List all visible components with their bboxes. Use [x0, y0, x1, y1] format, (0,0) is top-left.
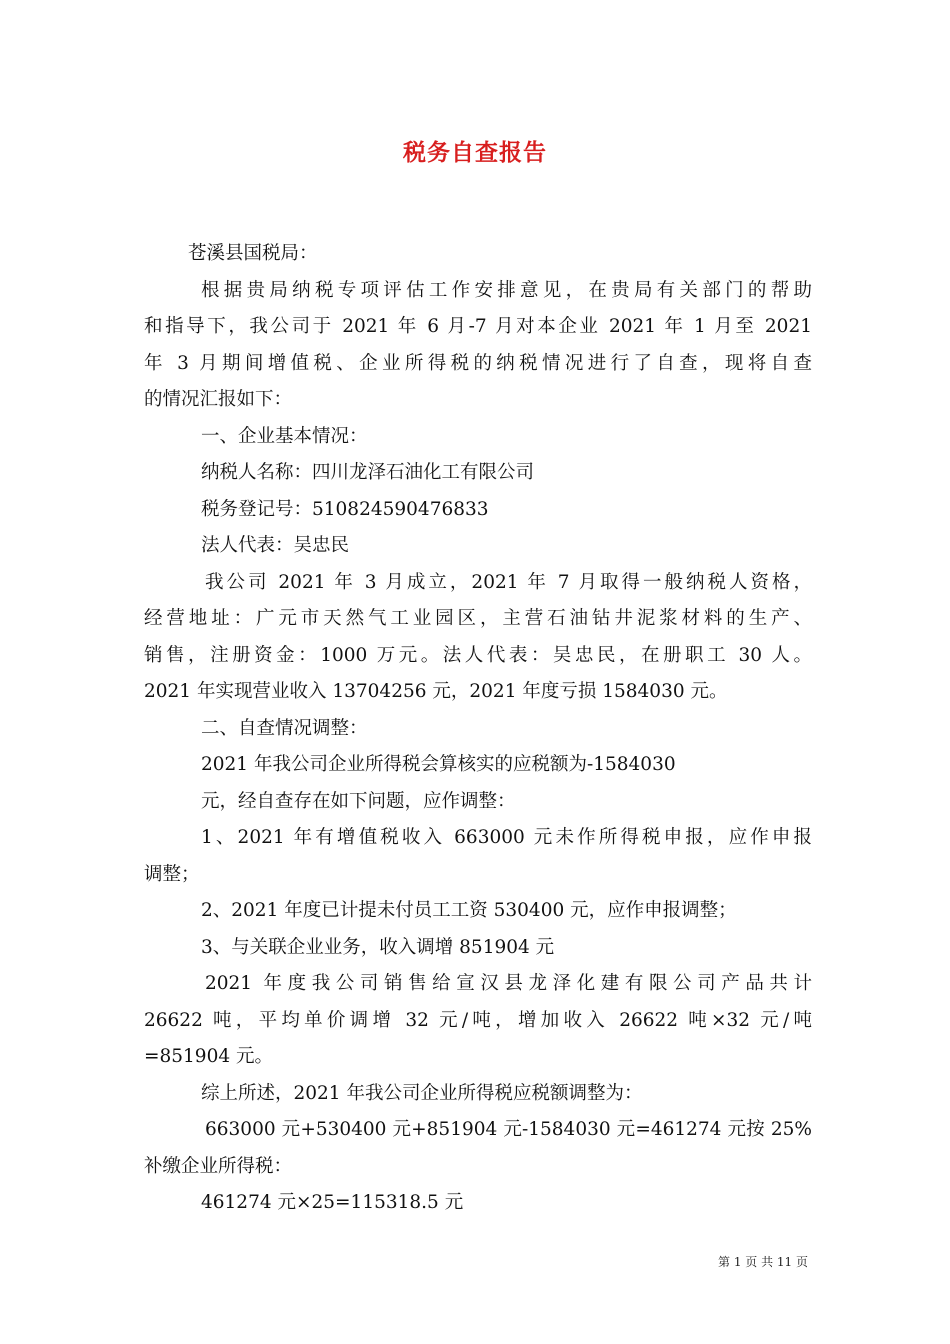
calculation-line: 663000 元+530400 元+851904 元-1584030 元=461274 元按 25% [205, 1119, 812, 1140]
document-body [144, 236, 812, 1222]
list-item: 2、2021 年度已计提未付员工工资 530400 元，应作申报调整； [201, 900, 737, 921]
paragraph-line: 2021 年我公司企业所得税会算核实的应税额为-1584030 [201, 754, 676, 775]
paragraph-line: 经营地址：广元市天然气工业园区，主营石油钻井泥浆材料的生产、 [144, 608, 812, 629]
list-item: 3、与关联企业业务，收入调增 851904 元 [201, 936, 555, 958]
tax-registration-number: 税务登记号：510824590476833 [201, 498, 489, 520]
paragraph-line: 我公司 2021 年 3 月成立，2021 年 7 月取得一般纳税人资格， [205, 571, 812, 593]
paragraph-line: 和指导下，我公司于 2021 年 6 月-7 月对本企业 2021 年 1 月至 2021 [144, 316, 812, 337]
paragraph-line: 元，经自查存在如下问题，应作调整： [201, 790, 516, 812]
section-heading: 二、自查情况调整： [201, 717, 368, 739]
paragraph-line: 的情况汇报如下： [144, 389, 293, 410]
paragraph-line: 补缴企业所得税： [144, 1155, 293, 1177]
legal-representative: 法人代表：吴忠民 [201, 535, 350, 556]
paragraph-line: 2021 年度我公司销售给宣汉县龙泽化建有限公司产品共计 [205, 973, 812, 994]
page-number: 第 1 页 共 11 页 [718, 1255, 808, 1269]
paragraph-line: 根据贵局纳税专项评估工作安排意见，在贵局有关部门的帮助 [201, 279, 812, 301]
list-item: 1、2021 年有增值税收入 663000 元未作所得税申报，应作申报 [201, 827, 812, 848]
taxpayer-name: 纳税人名称：四川龙泽石油化工有限公司 [201, 462, 535, 483]
list-item-continuation: 调整； [144, 863, 200, 885]
paragraph-line: 销售，注册资金：1000 万元。法人代表：吴忠民，在册职工 30 人。 [144, 644, 812, 666]
paragraph-line: 26622 吨，平均单价调增 32 元/吨，增加收入 26622 吨×32 元/吨 [144, 1009, 812, 1031]
salutation: 苍溪县国税局： [188, 243, 318, 264]
calculation-line: 461274 元×25=115318.5 元 [201, 1192, 464, 1213]
paragraph-line: 综上所述，2021 年我公司企业所得税应税额调整为： [201, 1082, 643, 1104]
paragraph-line: 2021 年实现营业收入 13704256 元，2021 年度亏损 1584030 元。 [144, 681, 728, 702]
document-title: 税务自查报告 [403, 139, 547, 166]
paragraph-line: =851904 元。 [144, 1046, 274, 1067]
section-heading: 一、企业基本情况： [201, 425, 368, 447]
paragraph-line: 年 3 月期间增值税、企业所得税的纳税情况进行了自查，现将自查 [144, 352, 812, 374]
